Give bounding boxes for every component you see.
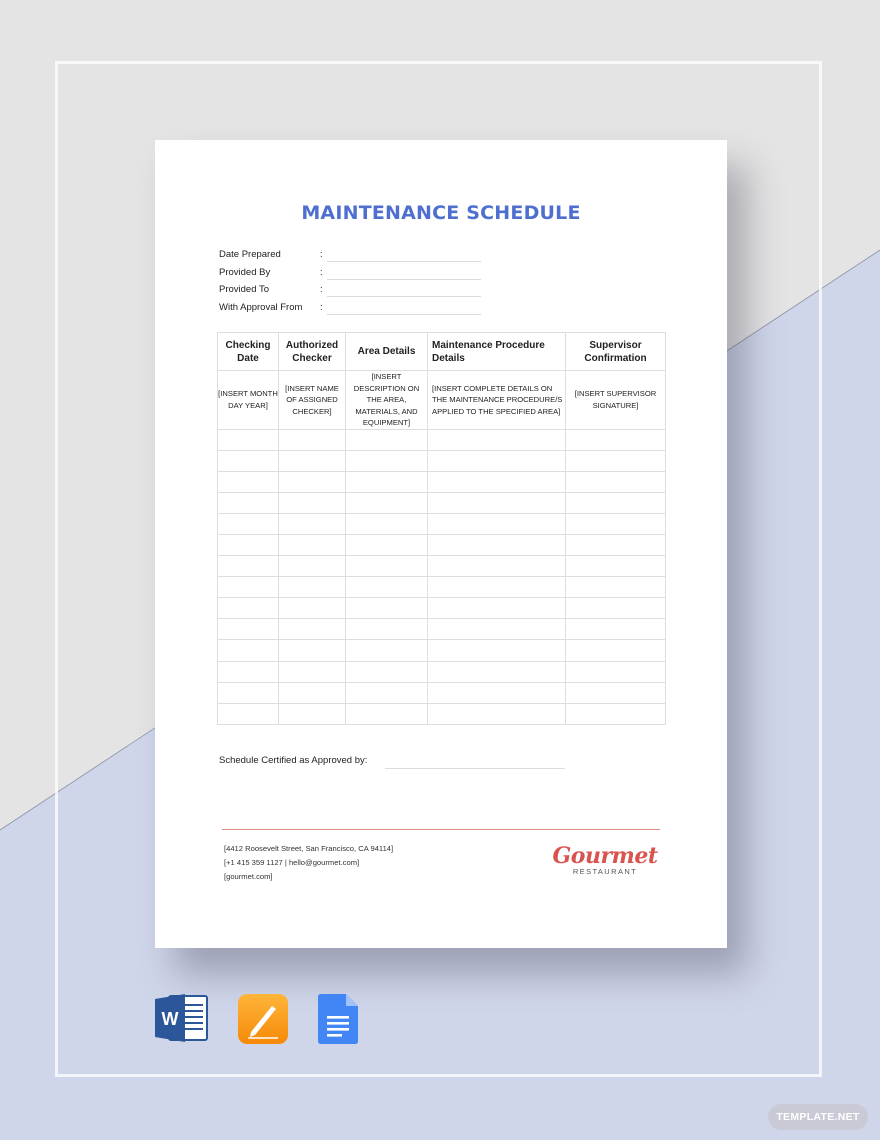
table-cell[interactable] — [566, 492, 666, 513]
template-net-watermark[interactable]: TEMPLATE.NET — [768, 1104, 868, 1130]
cell-authorized-checker[interactable]: [INSERT NAME OF ASSIGNED CHECKER] — [279, 371, 346, 430]
field-label: Provided To — [219, 284, 269, 295]
table-cell[interactable] — [346, 429, 428, 450]
field-provided-to — [219, 283, 489, 301]
table-row — [218, 682, 666, 703]
table-cell[interactable] — [218, 429, 279, 450]
header-maintenance-procedure: Maintenance Procedure Details — [428, 333, 566, 371]
table-row — [218, 492, 666, 513]
field-provided-by — [219, 266, 489, 284]
table-cell[interactable] — [566, 703, 666, 724]
field-colon: : — [320, 249, 323, 260]
header-supervisor-confirmation: Supervisor Confirmation — [566, 333, 666, 371]
table-cell[interactable] — [218, 471, 279, 492]
table-cell[interactable] — [566, 471, 666, 492]
table-cell[interactable] — [428, 682, 566, 703]
field-input-line[interactable] — [327, 296, 481, 297]
table-cell[interactable] — [279, 556, 346, 577]
cell-maintenance-procedure[interactable]: [INSERT COMPLETE DETAILS ON THE MAINTENANCE PROCEDURE/S APPLIED TO THE SPECIFIED AREA] — [428, 371, 566, 430]
table-row — [218, 450, 666, 471]
table-cell[interactable] — [566, 682, 666, 703]
table-cell[interactable] — [279, 429, 346, 450]
table-cell[interactable] — [218, 598, 279, 619]
table-cell[interactable] — [346, 598, 428, 619]
pages-icon[interactable] — [238, 994, 288, 1044]
footer-contact: [+1 415 359 1127 | hello@gourmet.com] — [224, 858, 360, 867]
table-cell[interactable] — [279, 619, 346, 640]
cell-area-details[interactable]: [INSERT DESCRIPTION ON THE AREA, MATERIALS, AND EQUIPMENT] — [346, 371, 428, 430]
field-input-line[interactable] — [327, 314, 481, 315]
svg-text:W: W — [161, 1009, 179, 1029]
table-cell[interactable] — [279, 534, 346, 555]
table-cell[interactable] — [428, 450, 566, 471]
table-cell[interactable] — [566, 534, 666, 555]
table-cell[interactable] — [346, 556, 428, 577]
table-cell[interactable] — [218, 640, 279, 661]
table-row — [218, 513, 666, 534]
field-input-line[interactable] — [327, 279, 481, 280]
field-with-approval-from — [219, 301, 489, 319]
table-cell[interactable] — [279, 471, 346, 492]
table-cell[interactable] — [346, 534, 428, 555]
table-cell[interactable] — [566, 619, 666, 640]
field-label: Date Prepared — [219, 249, 281, 260]
table-cell[interactable] — [279, 513, 346, 534]
cell-checking-date[interactable]: [INSERT MONTH DAY YEAR] — [218, 371, 279, 430]
header-authorized-checker: Authorized Checker — [279, 333, 346, 371]
table-row — [218, 598, 666, 619]
footer-address: [4412 Roosevelt Street, San Francisco, CA 94114] — [224, 844, 394, 853]
table-cell[interactable] — [428, 471, 566, 492]
table-cell[interactable] — [218, 534, 279, 555]
field-colon: : — [320, 301, 323, 313]
certification-label: Schedule Certified as Approved by: — [219, 755, 368, 766]
document-page — [155, 140, 727, 948]
field-label: With Approval From — [219, 301, 303, 313]
table-cell[interactable] — [218, 556, 279, 577]
table-cell[interactable] — [566, 661, 666, 682]
table-cell[interactable] — [346, 619, 428, 640]
table-cell[interactable] — [218, 703, 279, 724]
header-checking-date: Checking Date — [218, 333, 279, 371]
table-cell[interactable] — [346, 682, 428, 703]
header-fields — [219, 248, 489, 318]
table-cell[interactable] — [346, 450, 428, 471]
gourmet-logo — [551, 843, 659, 876]
word-icon[interactable] — [155, 993, 209, 1043]
table-cell[interactable] — [279, 450, 346, 471]
table-cell[interactable] — [566, 598, 666, 619]
table-row — [218, 619, 666, 640]
table-cell[interactable] — [428, 534, 566, 555]
table-cell[interactable] — [218, 450, 279, 471]
header-area-details: Area Details — [346, 333, 428, 371]
field-input-line[interactable] — [327, 261, 481, 262]
table-cell[interactable] — [428, 577, 566, 598]
logo-subtitle: RESTAURANT — [572, 867, 638, 876]
footer-website: [gourmet.com] — [224, 872, 273, 881]
table-row — [218, 534, 666, 555]
table-cell[interactable] — [566, 429, 666, 450]
table-row — [218, 371, 666, 430]
table-cell[interactable] — [218, 682, 279, 703]
table-row — [218, 640, 666, 661]
table-cell[interactable] — [428, 492, 566, 513]
table-row — [218, 429, 666, 450]
maintenance-table — [217, 332, 666, 725]
table-cell[interactable] — [279, 577, 346, 598]
table-cell[interactable] — [218, 619, 279, 640]
table-cell[interactable] — [346, 661, 428, 682]
table-cell[interactable] — [279, 661, 346, 682]
table-cell[interactable] — [428, 513, 566, 534]
table-cell[interactable] — [346, 640, 428, 661]
table-cell[interactable] — [346, 577, 428, 598]
table-cell[interactable] — [566, 556, 666, 577]
field-colon: : — [320, 284, 323, 295]
table-cell[interactable] — [428, 640, 566, 661]
table-row — [218, 556, 666, 577]
table-cell[interactable] — [346, 471, 428, 492]
table-row — [218, 471, 666, 492]
table-cell[interactable] — [279, 492, 346, 513]
table-cell[interactable] — [428, 703, 566, 724]
table-cell[interactable] — [218, 492, 279, 513]
table-cell[interactable] — [428, 661, 566, 682]
document-title: MAINTENANCE SCHEDULE — [301, 202, 581, 224]
table-cell[interactable] — [279, 703, 346, 724]
table-cell[interactable] — [279, 598, 346, 619]
field-label: Provided By — [219, 266, 271, 278]
footer-contact-block — [224, 844, 393, 886]
table-cell[interactable] — [279, 682, 346, 703]
table-cell[interactable] — [218, 661, 279, 682]
table-cell[interactable] — [566, 640, 666, 661]
table-cell[interactable] — [279, 640, 346, 661]
field-date-prepared — [219, 248, 489, 266]
table-row — [218, 661, 666, 682]
table-cell[interactable] — [218, 513, 279, 534]
table-cell[interactable] — [428, 429, 566, 450]
logo-wordmark: Gourmet — [552, 843, 658, 869]
table-cell[interactable] — [566, 513, 666, 534]
footer-divider — [222, 829, 660, 830]
table-row — [218, 577, 666, 598]
table-cell[interactable] — [566, 577, 666, 598]
table-cell[interactable] — [346, 703, 428, 724]
table-cell[interactable] — [346, 513, 428, 534]
table-header-row — [218, 333, 666, 371]
table-cell[interactable] — [428, 619, 566, 640]
table-cell[interactable] — [566, 450, 666, 471]
cell-supervisor-confirmation[interactable]: [INSERT SUPERVISOR SIGNATURE] — [566, 371, 666, 430]
table-cell[interactable] — [428, 556, 566, 577]
certification-signature-line[interactable] — [385, 768, 565, 769]
google-docs-icon[interactable] — [318, 994, 358, 1044]
table-cell[interactable] — [218, 577, 279, 598]
table-cell[interactable] — [346, 492, 428, 513]
field-colon: : — [320, 266, 323, 278]
table-cell[interactable] — [428, 598, 566, 619]
table-row — [218, 703, 666, 724]
